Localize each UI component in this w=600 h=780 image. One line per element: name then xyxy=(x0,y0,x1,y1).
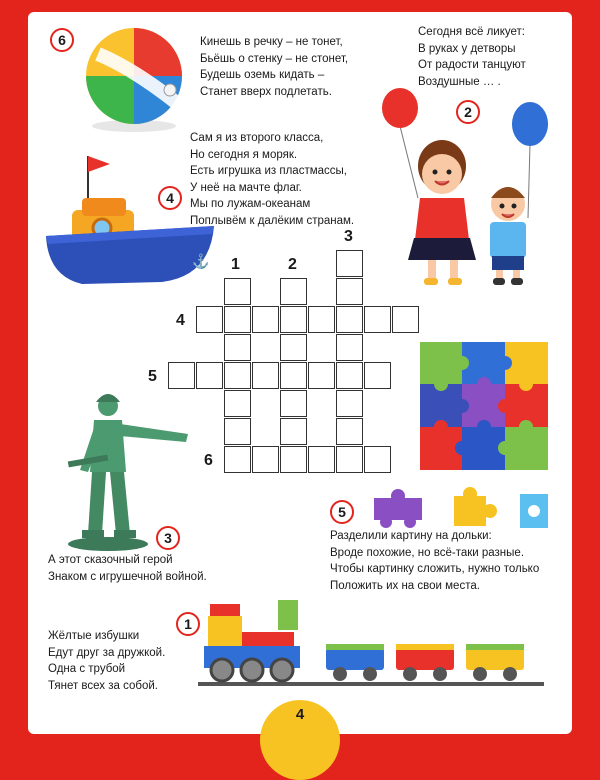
crossword-cell[interactable] xyxy=(224,390,251,417)
crossword-cell[interactable] xyxy=(252,362,279,389)
crossword-cell[interactable] xyxy=(336,390,363,417)
toy-boat-image xyxy=(42,148,220,296)
crossword-cell[interactable] xyxy=(336,446,363,473)
crossword-cell[interactable] xyxy=(280,418,307,445)
crossword-cell[interactable] xyxy=(336,334,363,361)
crossword-cell[interactable] xyxy=(336,418,363,445)
page-number: 4 xyxy=(295,706,305,723)
crossword-cell[interactable] xyxy=(308,446,335,473)
crossword-cell[interactable] xyxy=(280,306,307,333)
crossword-number-5: 5 xyxy=(148,368,157,385)
page xyxy=(28,12,572,734)
crossword-cell[interactable] xyxy=(280,390,307,417)
beach-ball-image xyxy=(78,24,190,132)
badge-2: 2 xyxy=(456,100,480,124)
svg-text:⚓: ⚓ xyxy=(192,253,210,269)
crossword-cell[interactable] xyxy=(252,306,279,333)
crossword-number-3: 3 xyxy=(344,228,353,245)
riddle-4-text: Сам я из второго класса, Но сегодня я моряк. Есть игрушка из пластмассы, У неё на мачте флаг. Мы по лужам-океанам Поплывём к далёким странам. xyxy=(190,132,355,227)
crossword-cell[interactable] xyxy=(392,306,419,333)
crossword-cell[interactable] xyxy=(308,362,335,389)
badge-1: 1 xyxy=(176,612,200,636)
toy-train-image xyxy=(198,596,544,690)
crossword-number-6: 6 xyxy=(204,452,213,469)
crossword-cell[interactable] xyxy=(364,446,391,473)
crossword-cell[interactable] xyxy=(280,362,307,389)
crossword-cell[interactable] xyxy=(196,362,223,389)
page-number-tab xyxy=(260,700,340,780)
jigsaw-puzzle-image xyxy=(420,342,548,470)
crossword-number-1: 1 xyxy=(231,256,240,273)
riddle-2-text: Сегодня всё ликует: В руках у детворы От радости танцуют Воздушные … . xyxy=(418,26,526,88)
badge-6: 6 xyxy=(50,28,74,52)
badge-5: 5 xyxy=(330,500,354,524)
crossword-cell[interactable] xyxy=(280,334,307,361)
riddle-1-text: Жёлтые избушки Едут друг за дружкой. Одна с трубой Тянет всех за собой. xyxy=(48,630,166,692)
badge-4: 4 xyxy=(158,186,182,210)
crossword-cell[interactable] xyxy=(252,446,279,473)
crossword-cell[interactable] xyxy=(336,306,363,333)
crossword-cell[interactable] xyxy=(224,278,251,305)
crossword-cell[interactable] xyxy=(224,306,251,333)
crossword-cell[interactable] xyxy=(336,278,363,305)
crossword-cell[interactable] xyxy=(336,362,363,389)
puzzle-pieces-image xyxy=(372,486,552,534)
crossword-cell[interactable] xyxy=(168,362,195,389)
crossword-cell[interactable] xyxy=(224,362,251,389)
crossword-cell[interactable] xyxy=(364,306,391,333)
crossword-cell[interactable] xyxy=(308,306,335,333)
riddle-6-text: Кинешь в речку – не тонет, Бьёшь о стенку – не стонет, Будешь оземь кидать – Станет вверх подлетать. xyxy=(200,36,349,98)
crossword-number-2: 2 xyxy=(288,256,297,273)
crossword-cell[interactable] xyxy=(280,446,307,473)
crossword-number-4: 4 xyxy=(176,312,185,329)
crossword-cell[interactable] xyxy=(280,278,307,305)
crossword-cell[interactable] xyxy=(336,250,363,277)
crossword-cell[interactable] xyxy=(364,362,391,389)
crossword-cell[interactable] xyxy=(224,334,251,361)
riddle-5-text: Разделили картину на дольки: Вроде похожие, но всё-таки разные. Чтобы картинку сложить, нужно только Положить их на свои места. xyxy=(330,530,540,592)
crossword-cell[interactable] xyxy=(196,306,223,333)
crossword-cell[interactable] xyxy=(224,418,251,445)
riddle-3-text: А этот сказочный герой Знаком с игрушечной войной. xyxy=(48,554,207,583)
crossword-cell[interactable] xyxy=(224,446,251,473)
badge-3: 3 xyxy=(156,526,180,550)
